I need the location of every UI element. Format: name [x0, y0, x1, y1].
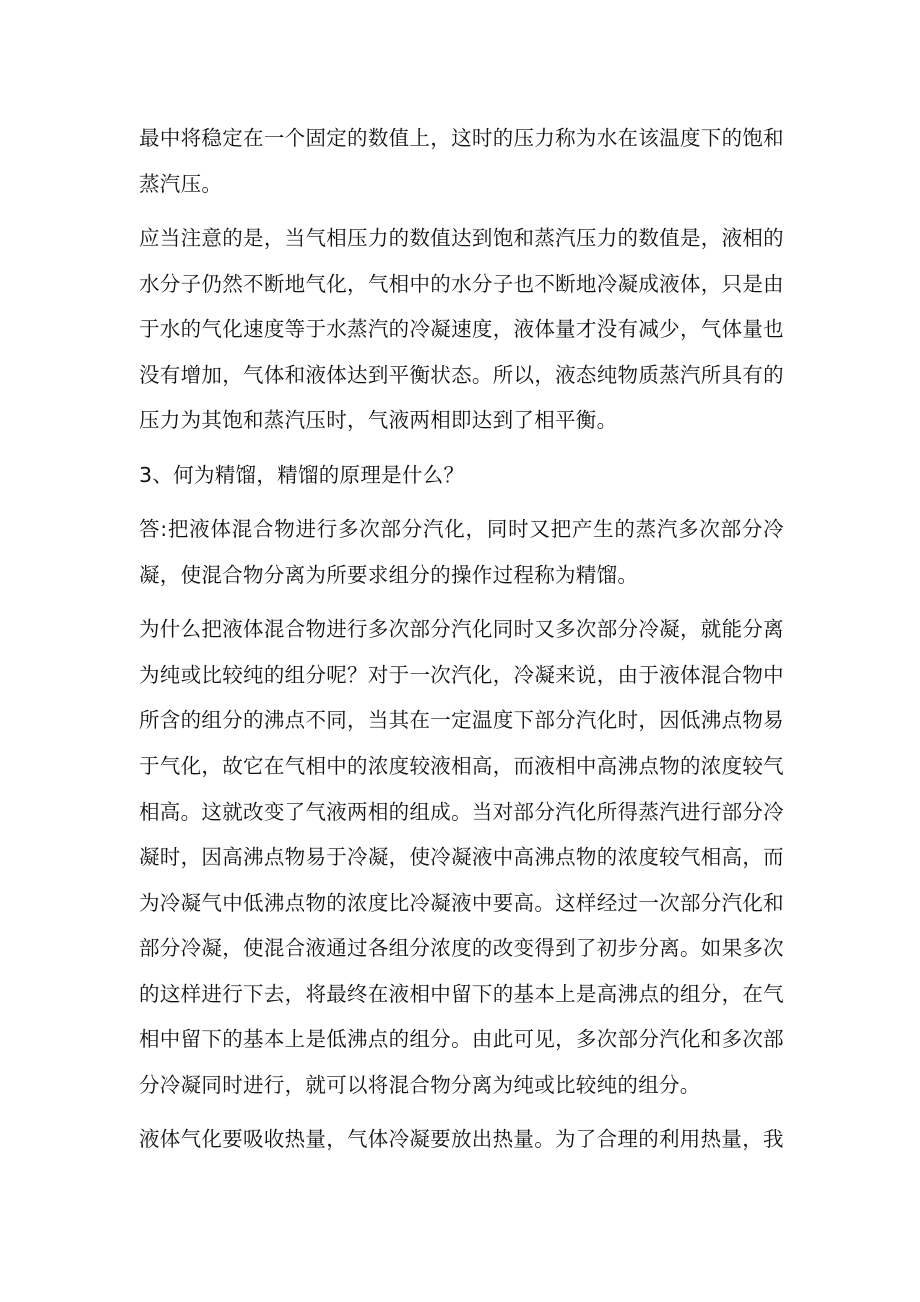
- paragraph-distillation-principle: 为什么把液体混合物进行多次部分汽化同时又多次部分冷凝，就能分离为纯或比较纯的组分呢？对于一次汽化，冷凝来说，由于液体混合物中所含的组分的沸点不同，当其在一定温度下部分汽化时，因低沸点物易于气化，故它在气相中的浓度较液相高，而液相中高沸点物的浓度较气相高。这就改变了气液两相的组成。当对部分汽化所得蒸汽进行部分冷凝时，因高沸点物易于冷凝，使冷凝液中高沸点物的浓度较气相高，而为冷凝气中低沸点物的浓度比冷凝液中要高。这样经过一次部分汽化和部分冷凝，使混合液通过各组分浓度的改变得到了初步分离。如果多次的这样进行下去，将最终在液相中留下的基本上是高沸点的组分，在气相中留下的基本上是低沸点的组分。由此可见，多次部分汽化和多次部分冷凝同时进行，就可以将混合物分离为纯或比较纯的组分。: [139, 617, 784, 1098]
- paragraph-phase-equilibrium: 应当注意的是，当气相压力的数值达到饱和蒸汽压力的数值是，液相的水分子仍然不断地气化，气相中的水分子也不断地冷凝成液体，只是由于水的气化速度等于水蒸汽的冷凝速度，液体量才没有减少，气体量也没有增加，气体和液体达到平衡状态。所以，液态纯物质蒸汽所具有的压力为其饱和蒸汽压时，气液两相即达到了相平衡。: [139, 225, 784, 433]
- paragraph-heat-usage: 液体气化要吸收热量，气体冷凝要放出热量。为了合理的利用热量，我: [139, 1127, 784, 1152]
- document-body: [139, 116, 784, 1172]
- question-heading: 3、何为精馏，精馏的原理是什么？: [139, 462, 465, 487]
- paragraph-saturation-intro: 最中将稳定在一个固定的数值上，这时的压力称为水在该温度下的饱和蒸汽压。: [139, 126, 784, 196]
- paragraph-answer-definition: 答:把液体混合物进行多次部分汽化，同时又把产生的蒸汽多次部分冷凝，使混合物分离为所要求组分的操作过程称为精馏。: [139, 517, 784, 587]
